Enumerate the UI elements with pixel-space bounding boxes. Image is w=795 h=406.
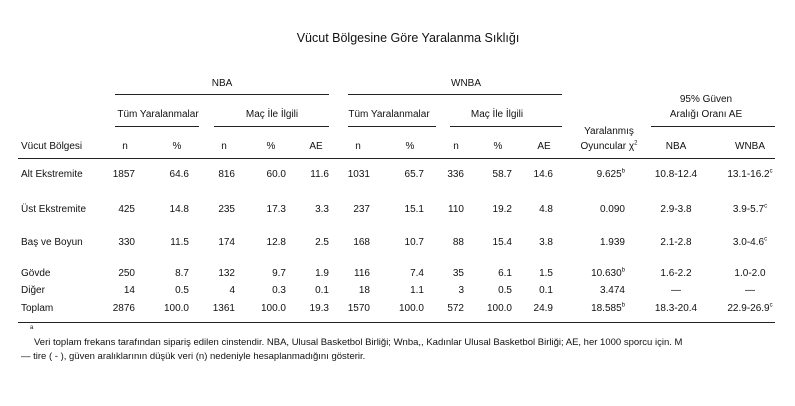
col-header-p1: % xyxy=(172,141,182,152)
cell-wnba-game-pct: 19.2 xyxy=(492,204,512,215)
subgroup-wnba-game: Maç İle İlgili xyxy=(470,109,524,120)
cell-wnba-game-n: 110 xyxy=(448,204,464,215)
group-header-wnba: WNBA xyxy=(451,78,481,89)
cell-nba-n: 250 xyxy=(118,268,135,279)
col-header-n4: n xyxy=(453,141,459,152)
cell-region: Diğer xyxy=(21,285,45,296)
cell-wnba-game-n: 3 xyxy=(458,285,464,296)
cell-nba-pct: 100.0 xyxy=(163,303,189,314)
col-header-n2: n xyxy=(221,141,227,152)
ci-header-line1: 95% Güven xyxy=(679,94,733,105)
cell-nba-n: 1857 xyxy=(112,169,135,180)
cell-nba-game-n: 4 xyxy=(229,285,235,296)
cell-wnba-game-pct: 100.0 xyxy=(486,303,512,314)
cell-nba-ae: 3.3 xyxy=(315,204,329,215)
rule-header-bottom xyxy=(18,158,775,159)
cell-ci-nba: 1.6-2.2 xyxy=(660,268,692,279)
col-header-p2: % xyxy=(266,141,276,152)
cell-nba-game-n: 235 xyxy=(218,204,235,215)
cell-wnba-ae: 14.6 xyxy=(533,169,553,180)
footnote-marker: a xyxy=(30,325,34,331)
cell-nba-game-n: 174 xyxy=(218,237,235,248)
footnote-line1: Veri toplam frekans tarafından sipariş edilen cinstendir. NBA, Ulusal Basketbol Birliği; Wnba,, Kadınlar Ulusal Basketbol Birliği; AE, her 1000 sporcu için. M xyxy=(34,337,683,348)
cell-ci-wnba: 13.1-16.2$^c$ xyxy=(727,168,773,180)
cell-chi: 3.474 xyxy=(599,285,625,296)
cell-chi: 1.939 xyxy=(599,237,625,248)
cell-wnba-n: 116 xyxy=(354,268,370,279)
cell-nba-game-pct: 17.3 xyxy=(266,204,286,215)
cell-wnba-game-pct: 58.7 xyxy=(492,169,512,180)
rule-table-bottom xyxy=(18,322,775,323)
cell-nba-game-pct: 60.0 xyxy=(266,169,286,180)
cell-chi: 9.625$^b$ xyxy=(596,168,625,180)
cell-wnba-game-pct: 0.5 xyxy=(498,285,512,296)
table-title: Vücut Bölgesine Göre Yaralanma Sıklığı xyxy=(296,31,520,45)
cell-nba-ae: 19.3 xyxy=(309,303,329,314)
subgroup-wnba-total: Tüm Yaralanmalar xyxy=(348,109,430,120)
cell-nba-game-n: 816 xyxy=(218,169,235,180)
group-header-nba: NBA xyxy=(211,78,233,89)
rule-ci xyxy=(651,126,775,127)
col-header-ae1: AE xyxy=(309,141,323,152)
cell-wnba-ae: 1.5 xyxy=(539,268,553,279)
cell-region: Alt Ekstremite xyxy=(21,169,83,180)
cell-wnba-pct: 15.1 xyxy=(404,204,424,215)
cell-nba-game-pct: 0.3 xyxy=(272,285,286,296)
cell-wnba-game-n: 88 xyxy=(452,237,464,248)
col-header-ci-nba: NBA xyxy=(665,141,687,152)
subgroup-nba-total: Tüm Yaralanmalar xyxy=(117,109,199,120)
cell-wnba-game-pct: 15.4 xyxy=(492,237,512,248)
cell-wnba-n: 18 xyxy=(358,285,370,296)
cell-region: Baş ve Boyun xyxy=(21,237,83,248)
cell-wnba-n: 237 xyxy=(353,204,370,215)
rule-wnba-group xyxy=(348,94,562,95)
cell-wnba-pct: 10.7 xyxy=(404,237,424,248)
cell-region: Gövde xyxy=(21,268,51,279)
cell-ci-wnba: 3.9-5.7$^c$ xyxy=(732,203,768,215)
cell-nba-game-pct: 100.0 xyxy=(260,303,286,314)
cell-ci-wnba: — xyxy=(745,285,755,296)
cell-ci-wnba: 3.0-4.6$^c$ xyxy=(732,236,768,248)
col-header-body-region: Vücut Bölgesi xyxy=(21,141,83,152)
footnote-line2: — tire ( - ), güven aralıklarının düşük veri (n) nedeniyle hesaplanmadığını gösterir. xyxy=(21,351,366,362)
cell-nba-n: 330 xyxy=(118,237,135,248)
cell-chi: 10.630$^b$ xyxy=(591,267,625,279)
cell-wnba-pct: 1.1 xyxy=(410,285,424,296)
cell-wnba-ae: 3.8 xyxy=(539,237,553,248)
cell-nba-ae: 2.5 xyxy=(315,237,329,248)
col-header-ae2: AE xyxy=(537,141,551,152)
cell-nba-pct: 0.5 xyxy=(175,285,189,296)
cell-nba-ae: 0.1 xyxy=(315,285,329,296)
cell-nba-n: 2876 xyxy=(112,303,135,314)
subgroup-nba-game: Maç İle İlgili xyxy=(245,109,299,120)
cell-nba-game-n: 1361 xyxy=(212,303,235,314)
cell-wnba-n: 1031 xyxy=(347,169,370,180)
col-header-n3: n xyxy=(355,141,361,152)
cell-wnba-n: 168 xyxy=(353,237,370,248)
cell-ci-nba: 18.3-20.4 xyxy=(654,303,698,314)
cell-wnba-game-n: 572 xyxy=(447,303,464,314)
col-header-p3: % xyxy=(405,141,415,152)
cell-ci-wnba: 22.9-26.9$^c$ xyxy=(727,302,773,314)
cell-ci-nba: — xyxy=(671,285,681,296)
cell-nba-pct: 11.5 xyxy=(170,237,189,248)
chi-header-line1: Yaralanmış xyxy=(584,126,634,137)
col-header-p4: % xyxy=(493,141,503,152)
cell-nba-pct: 8.7 xyxy=(175,268,189,279)
cell-wnba-pct: 100.0 xyxy=(398,303,424,314)
cell-wnba-pct: 7.4 xyxy=(410,268,424,279)
chi-header-line2: Oyuncular $\chi^2$ xyxy=(580,140,638,152)
cell-wnba-pct: 65.7 xyxy=(404,169,424,180)
cell-ci-nba: 10.8-12.4 xyxy=(654,169,698,180)
rule-nba-total xyxy=(115,126,199,127)
cell-wnba-n: 1570 xyxy=(347,303,370,314)
cell-chi: 18.585$^b$ xyxy=(591,302,625,314)
col-header-ci-wnba: WNBA xyxy=(735,141,765,152)
cell-nba-ae: 1.9 xyxy=(315,268,329,279)
cell-nba-n: 14 xyxy=(123,285,135,296)
cell-nba-pct: 14.8 xyxy=(169,204,189,215)
cell-ci-nba: 2.1-2.8 xyxy=(660,237,692,248)
cell-nba-ae: 11.6 xyxy=(310,169,329,180)
cell-wnba-game-pct: 6.1 xyxy=(498,268,512,279)
cell-wnba-game-n: 336 xyxy=(447,169,464,180)
cell-wnba-ae: 0.1 xyxy=(539,285,553,296)
col-header-n1: n xyxy=(122,141,128,152)
cell-wnba-ae: 4.8 xyxy=(539,204,553,215)
cell-ci-nba: 2.9-3.8 xyxy=(660,204,692,215)
cell-nba-game-pct: 9.7 xyxy=(272,268,286,279)
ci-header-line2: Aralığı Oranı AE xyxy=(669,109,743,120)
rule-wnba-total xyxy=(348,126,436,127)
cell-wnba-game-n: 35 xyxy=(452,268,464,279)
rule-nba-group xyxy=(115,94,329,95)
cell-wnba-ae: 24.9 xyxy=(533,303,553,314)
rule-wnba-game xyxy=(450,126,562,127)
rule-nba-game xyxy=(214,126,329,127)
cell-region: Üst Ekstremite xyxy=(21,204,87,215)
cell-nba-game-pct: 12.8 xyxy=(266,237,286,248)
cell-nba-pct: 64.6 xyxy=(169,169,189,180)
cell-nba-n: 425 xyxy=(118,204,135,215)
cell-chi: 0.090 xyxy=(599,204,625,215)
cell-region: Toplam xyxy=(21,303,54,314)
cell-nba-game-n: 132 xyxy=(218,268,235,279)
cell-ci-wnba: 1.0-2.0 xyxy=(734,268,766,279)
